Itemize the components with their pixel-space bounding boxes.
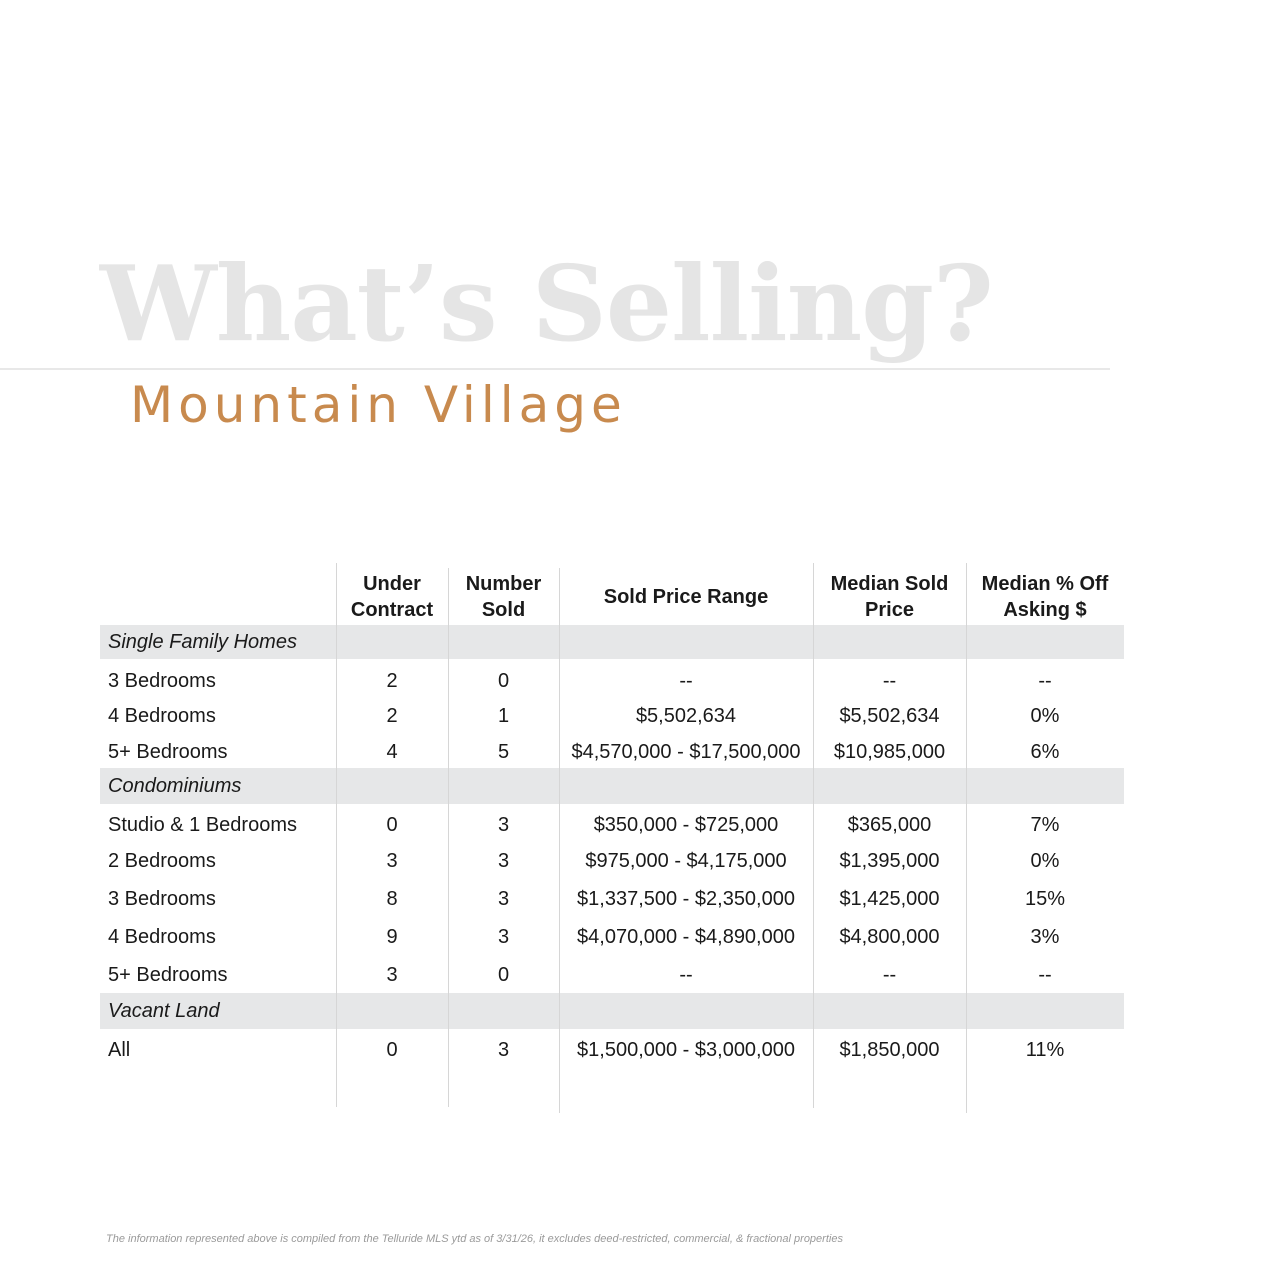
row-label: All (108, 1038, 131, 1061)
header-number-sold: Number Sold (465, 573, 542, 621)
row-label: 5+ Bedrooms (108, 963, 228, 986)
page-headline: What’s Selling? (100, 242, 993, 365)
sold-price-range-value: -- (679, 669, 693, 692)
section-title: Vacant Land (108, 999, 220, 1022)
column-divider (813, 563, 814, 1108)
header-sold-price-range: Sold Price Range (603, 586, 769, 608)
sold-price-range-value: $1,500,000 - $3,000,000 (577, 1038, 795, 1061)
median-off-asking-value: 0% (1030, 849, 1060, 872)
page-subtitle: Mountain Village (130, 376, 627, 434)
under-contract-value: 3 (386, 963, 398, 986)
table-row (100, 882, 1124, 916)
number-sold-value: 0 (497, 669, 510, 692)
sold-price-range-value: $4,070,000 - $4,890,000 (577, 925, 795, 948)
row-label: Studio & 1 Bedrooms (108, 813, 297, 836)
under-contract-value: 0 (386, 1038, 398, 1061)
column-divider (559, 568, 560, 1113)
under-contract-value: 9 (386, 925, 398, 948)
row-label: 3 Bedrooms (108, 887, 216, 910)
median-sold-price-value: $4,800,000 (839, 925, 940, 948)
table-header-row (100, 570, 1124, 624)
number-sold-value: 3 (497, 849, 510, 872)
header-under-contract: Under Contract (350, 573, 434, 621)
median-sold-price-value: $10,985,000 (833, 740, 946, 763)
column-divider (448, 568, 449, 1107)
number-sold-value: 0 (497, 963, 510, 986)
table-row (100, 664, 1124, 698)
median-off-asking-value: -- (1038, 963, 1052, 986)
median-off-asking-value: 3% (1030, 925, 1060, 948)
sold-price-range-value: $975,000 - $4,175,000 (585, 849, 787, 872)
number-sold-value: 5 (497, 740, 510, 763)
row-label: 4 Bedrooms (108, 704, 216, 727)
section-title: Single Family Homes (108, 630, 297, 653)
table-row (100, 808, 1124, 842)
median-sold-price-value: $1,395,000 (839, 849, 940, 872)
table-row (100, 1033, 1124, 1067)
header-median-off-asking: Median % Off Asking $ (981, 573, 1109, 621)
median-off-asking-value: -- (1038, 669, 1052, 692)
median-sold-price-value: -- (882, 963, 897, 986)
under-contract-value: 2 (386, 704, 398, 727)
sold-price-range-value: $4,570,000 - $17,500,000 (571, 740, 801, 763)
section-title: Condominiums (108, 774, 242, 797)
sold-price-range-value: $5,502,634 (635, 704, 737, 727)
table-row (100, 699, 1124, 733)
section-band (100, 768, 1124, 804)
median-off-asking-value: 0% (1030, 704, 1060, 727)
number-sold-value: 3 (497, 813, 510, 836)
under-contract-value: 3 (386, 849, 398, 872)
section-band (100, 625, 1124, 659)
median-sold-price-value: $365,000 (847, 813, 932, 836)
table-row (100, 920, 1124, 954)
median-off-asking-value: 11% (1025, 1038, 1065, 1061)
median-off-asking-value: 7% (1030, 813, 1060, 836)
row-label: 2 Bedrooms (108, 849, 216, 872)
table-row (100, 735, 1124, 769)
number-sold-value: 1 (497, 704, 510, 727)
under-contract-value: 0 (386, 813, 398, 836)
sold-price-range-value: $1,337,500 - $2,350,000 (577, 887, 795, 910)
row-label: 4 Bedrooms (108, 925, 216, 948)
source-footnote: The information represented above is compiled from the Telluride MLS ytd as of 3/31/26, it excludes deed-restricted, commercial, & fractional properties (106, 1233, 843, 1245)
median-sold-price-value: $1,425,000 (839, 887, 940, 910)
number-sold-value: 3 (497, 887, 510, 910)
number-sold-value: 3 (497, 1038, 510, 1061)
column-divider (336, 563, 337, 1107)
median-off-asking-value: 15% (1024, 887, 1066, 910)
under-contract-value: 2 (386, 669, 398, 692)
median-sold-price-value: -- (882, 669, 897, 692)
market-table (100, 0, 1124, 1280)
row-label: 3 Bedrooms (108, 669, 216, 692)
table-row (100, 844, 1124, 878)
under-contract-value: 4 (386, 740, 398, 763)
sold-price-range-value: $350,000 - $725,000 (593, 813, 779, 836)
column-divider (966, 563, 967, 1113)
number-sold-value: 3 (497, 925, 510, 948)
median-sold-price-value: $5,502,634 (839, 704, 940, 727)
sold-price-range-value: -- (679, 963, 693, 986)
median-sold-price-value: $1,850,000 (839, 1038, 940, 1061)
under-contract-value: 8 (386, 887, 398, 910)
median-off-asking-value: 6% (1030, 740, 1060, 763)
section-band (100, 993, 1124, 1029)
header-median-sold-price: Median Sold Price (830, 573, 949, 621)
table-row (100, 958, 1124, 992)
header-cell-label (100, 570, 336, 624)
row-label: 5+ Bedrooms (108, 740, 228, 763)
